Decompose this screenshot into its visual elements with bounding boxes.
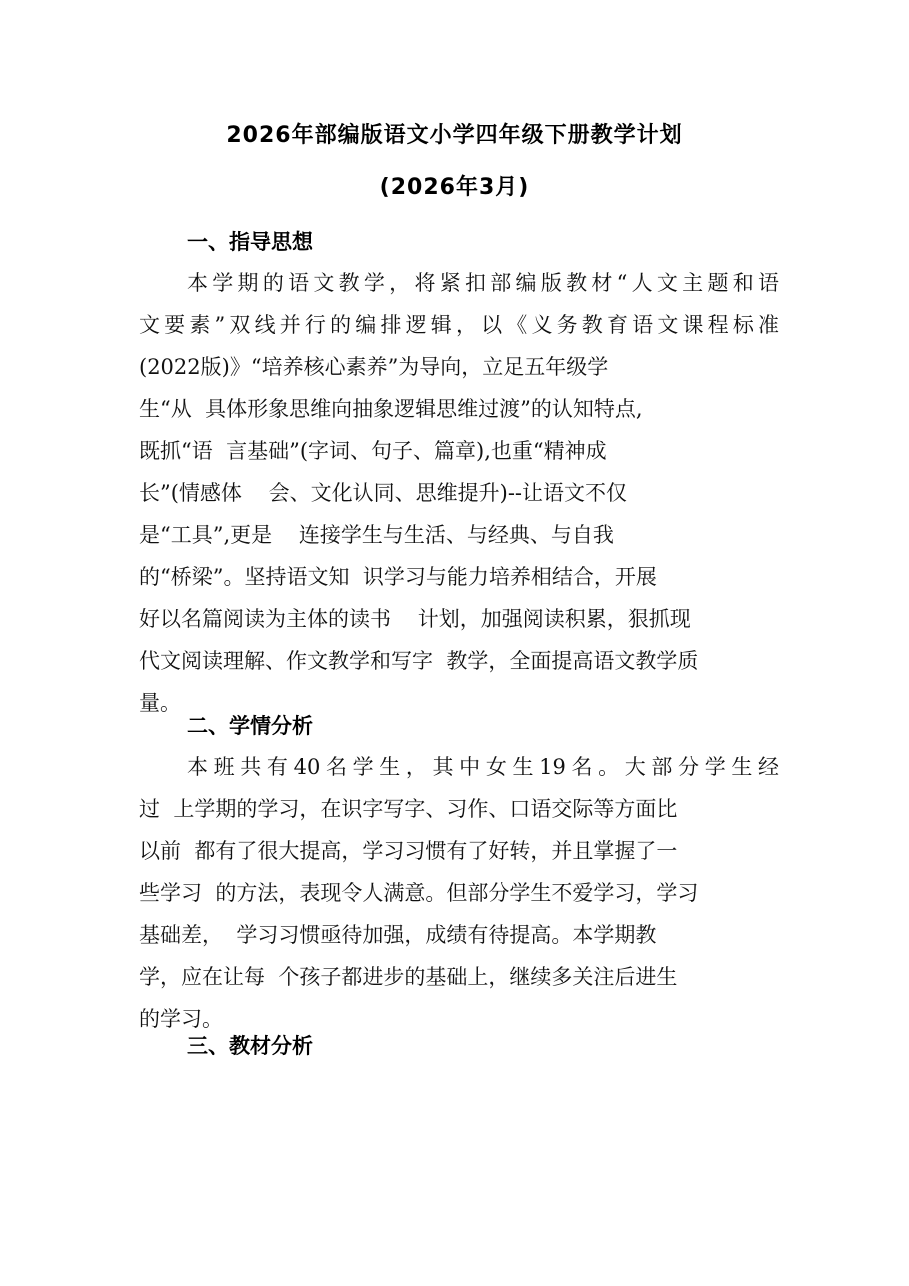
paragraph-line: 好以名篇阅读为主体的读书 计划，加强阅读积累，狠抓现 <box>139 607 691 631</box>
paragraph-line: 是“工具”,更是 连接学生与生活、与经典、与自我 <box>139 523 614 547</box>
paragraph-line: 以前 都有了很大提高，学习习惯有了好转，并且掌握了一 <box>139 839 678 863</box>
paragraph-line: 学，应在让每 个孩子都进步的基础上，继续多关注后进生 <box>139 965 678 989</box>
paragraph-line: 基础差， 学习习惯亟待加强，成绩有待提高。本学期教 <box>139 923 657 947</box>
paragraph-line: 量。 <box>139 691 181 715</box>
paragraph-line: 文要素”双线并行的编排逻辑，以《义务教育语文课程标准 <box>139 313 779 337</box>
document-title: 2026年部编版语文小学四年级下册教学计划 <box>226 123 683 148</box>
document-subtitle: (2026年3月) <box>379 175 530 200</box>
paragraph-line: 本学期的语文教学，将紧扣部编版教材“人文主题和语 <box>187 271 779 295</box>
paragraph-line: 生“从 具体形象思维向抽象逻辑思维过渡”的认知特点, <box>139 397 643 421</box>
paragraph-line: 的“桥梁”。坚持语文知 识学习与能力培养相结合，开展 <box>139 565 657 589</box>
paragraph-line: 代文阅读理解、作文教学和写字 教学，全面提高语文教学质 <box>139 649 699 673</box>
paragraph-line: (2022版)》“培养核心素养”为导向，立足五年级学 <box>139 355 609 379</box>
section-heading-textbook-analysis: 三、教材分析 <box>187 1034 313 1058</box>
paragraph-line: 长”(情感体 会、文化认同、思维提升)--让语文不仅 <box>139 481 628 505</box>
paragraph-line: 本班共有40名学生，其中女生19名。大部分学生经 <box>187 755 779 779</box>
paragraph-line: 的学习。 <box>139 1007 223 1031</box>
paragraph-line: 既抓“语 言基础”(字词、句子、篇章),也重“精神成 <box>139 439 607 463</box>
paragraph-line: 过 上学期的学习，在识字写字、习作、口语交际等方面比 <box>139 797 678 821</box>
paragraph-line: 些学习 的方法，表现令人满意。但部分学生不爱学习，学习 <box>139 881 699 905</box>
section-heading-guiding-ideology: 一、指导思想 <box>187 230 313 254</box>
section-heading-student-analysis: 二、学情分析 <box>187 714 313 738</box>
